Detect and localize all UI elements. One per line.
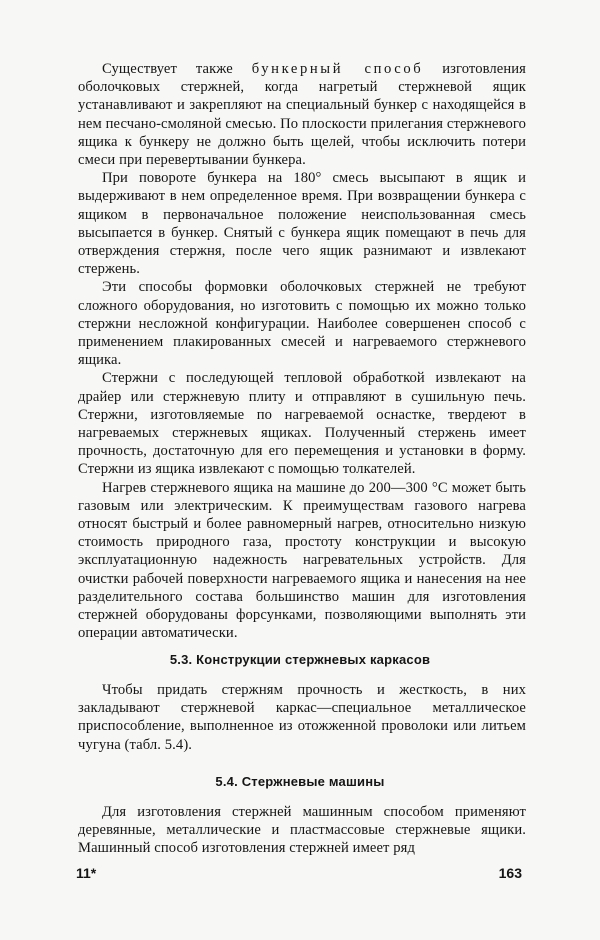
paragraph-heating: Нагрев стержневого ящика на машине до 200—300 °С может быть газовым или электрическим. К преимуществам газового нагрева относят быстрый и более равномерный нагрев, относительно низкую стоимость природного газа, простоту конструкции и высокую эксплуатационную надежность нагревательных устройств. Для очистки рабочей поверхности нагреваемого ящика и нанесения на нее разделительного состава большинство машин для изготовления стержней оборудованы форсунками, позволяющими выполнять эти операции автоматически. [78,479,526,642]
paragraph-lead: Существует также [102,61,252,77]
paragraph-bunker-method [78,60,526,169]
page-number: 163 [498,865,522,881]
paragraph-methods: Эти способы формовки оболочковых стержней не требуют сложного оборудования, но изготовить с помощью их можно только стержни несложной конфигурации. Наиболее совершенен способ с применением плакированных смесей и нагреваемого стержневого ящика. [78,279,526,369]
signature-mark: 11* [76,865,97,881]
emphasized-term: бункерный способ [251,61,424,77]
paragraph-rotation: При повороте бункера на 180° смесь высыпают в ящик и выдерживают в нем определенное время. При возвращении бункера с ящиком в первоначальное положение неиспользованная смесь высыпается в бункер. Снятый с бункера ящик помещают в печь для отверждения стержня, после чего ящик разнимают и извлекают стержень. [78,170,526,278]
paragraph-core-frames: Чтобы придать стержням прочность и жесткость, в них закладывают стержневой каркас—специальное металлическое приспособление, выполненное из отожженной проволоки или литьем чугуна (табл. 5.4). [78,682,526,753]
paragraph-heat-treatment: Стержни с последующей тепловой обработкой извлекают на драйер или стержневую плиту и отправляют в сушильную печь. Стержни, изготовляемые по нагреваемой оснастке, твердеют в нагреваемых стержневых ящиках. Полученный стержень имеет прочность, достаточную для его перемещения и установки в форму. Стержни из ящика извлекают с помощью толкателей. [78,370,526,478]
section-5-4-text [78,803,526,858]
paragraph-tail: изготовления оболочковых стержней, когда нагретый стержневой ящик устанавливают и закрепляют на специальный бункер с находящейся в нем песчано-смоляной смесью. По плоскости прилегания стержневого ящика к бункеру не должно быть щелей, чтобы исключить потери смеси при перевертывании бункера. [78,61,526,169]
main-text [78,60,526,643]
paragraph-core-machines: Для изготовления стержней машинным способом применяют деревянные, металлические и пластмассовые стержневые ящики. Машинный способ изготовления стержней имеет ряд [78,804,526,857]
section-heading-5-4: 5.4. Стержневые машины [215,774,385,789]
section-heading-5-3: 5.3. Конструкции стержневых каркасов [169,652,431,667]
section-5-3-text [78,681,526,754]
